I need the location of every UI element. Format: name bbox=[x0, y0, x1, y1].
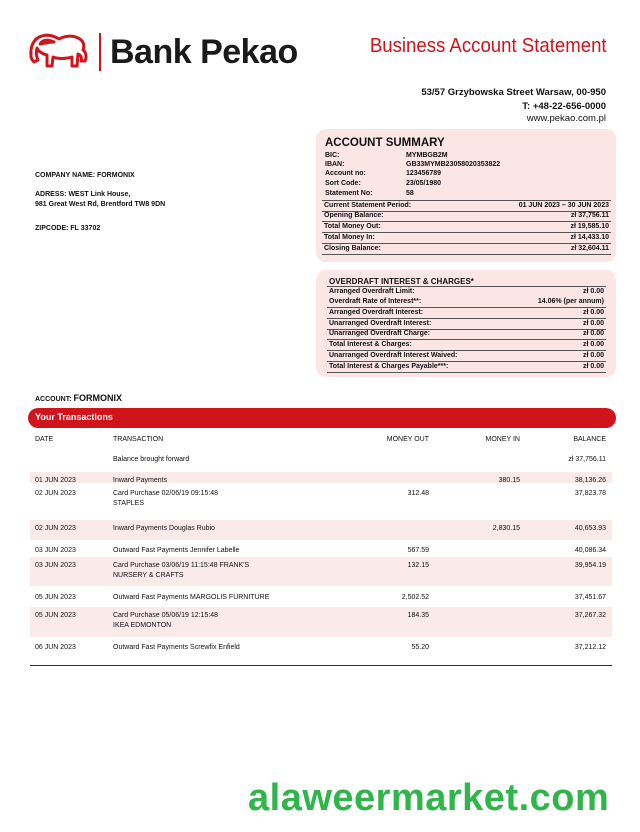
table-row bbox=[30, 542, 612, 552]
balance-cell: 37,823.78 bbox=[574, 490, 606, 497]
summary-row: Closing Balance: zł 32,604.11 bbox=[322, 244, 611, 255]
account-label: ACCOUNT: bbox=[35, 396, 72, 403]
table-row bbox=[30, 485, 612, 517]
company-name: COMPANY NAME: FORMONIX bbox=[35, 172, 135, 179]
overdraft-panel bbox=[316, 270, 616, 377]
transaction-description: Card Purchase 05/06/19 12:15:48 IKEA EDMONTON bbox=[113, 612, 219, 629]
bank-website: www.pekao.com.pl bbox=[526, 113, 606, 124]
overdraft-row: Total Interest & Charges Payable***: zł 0.00 bbox=[327, 362, 606, 373]
money-out-cell: 567.59 bbox=[407, 547, 429, 554]
transaction-description: Inward Payments bbox=[113, 477, 168, 484]
account-summary-panel bbox=[316, 129, 616, 262]
table-row bbox=[30, 639, 612, 659]
money-out-cell: 132.15 bbox=[407, 562, 429, 569]
money-out-cell: 2,502.52 bbox=[401, 594, 429, 601]
bison-logo-icon bbox=[28, 30, 90, 70]
transaction-description: Inward Payments Douglas Rubio bbox=[113, 525, 215, 532]
summary-detail: IBAN: GB33MYMB23058020353822 bbox=[325, 161, 501, 168]
summary-row: Total Money In: zł 14,433.10 bbox=[322, 233, 611, 244]
balance-cell: 38,136.26 bbox=[574, 477, 606, 484]
overdraft-row: Total Interest & Charges: zł 0.00 bbox=[327, 340, 606, 351]
summary-row: Opening Balance: zł 37,756.11 bbox=[322, 211, 611, 222]
transaction-description: Outward Fast Payments Screwfix Enfield bbox=[113, 644, 240, 651]
balance-cell: 37,451.67 bbox=[574, 594, 606, 601]
table-row bbox=[30, 607, 612, 637]
transaction-date: 01 JUN 2023 bbox=[35, 477, 76, 484]
logo-divider bbox=[99, 33, 101, 71]
overdraft-row: Arranged Overdraft Limit: zł 0.00 bbox=[329, 288, 604, 295]
transaction-date: 05 JUN 2023 bbox=[35, 612, 76, 619]
company-zipcode: ZIPCODE: FL 33702 bbox=[35, 225, 101, 232]
balance-cell: 37,212.12 bbox=[574, 644, 606, 651]
balance-cell: zł 37,756.11 bbox=[568, 456, 606, 463]
money-in-cell: 2,830.15 bbox=[492, 525, 520, 532]
transaction-description: Card Purchase 02/06/19 09:15:48 STAPLES bbox=[113, 490, 219, 507]
summary-detail: Statement No: 58 bbox=[325, 190, 414, 197]
table-row bbox=[30, 520, 612, 540]
transaction-date: 02 JUN 2023 bbox=[35, 525, 76, 532]
overdraft-row: Unarranged Overdraft Charge: zł 0.00 bbox=[327, 329, 606, 340]
transaction-date: 03 JUN 2023 bbox=[35, 547, 76, 554]
summary-detail: Sort Code: 23/05/1980 bbox=[325, 180, 442, 187]
balance-cell: 40,086.34 bbox=[574, 547, 606, 554]
money-out-cell: 312.48 bbox=[407, 490, 429, 497]
balance-cell: 37,267.32 bbox=[574, 612, 606, 619]
transaction-description: Balance brought forward bbox=[113, 456, 190, 463]
transaction-description: Outward Fast Payments MARGOLIS FURNITURE bbox=[113, 594, 270, 601]
transaction-date: 03 JUN 2023 bbox=[35, 562, 76, 569]
money-in-cell: 380.15 bbox=[498, 477, 520, 484]
overdraft-row: Unarranged Overdraft Interest Waived: zł 0.00 bbox=[327, 351, 606, 362]
overdraft-title: OVERDRAFT INTEREST & CHARGES* bbox=[327, 276, 606, 287]
bank-name: Bank Pekao bbox=[110, 33, 298, 71]
watermark: alaweermarket.com bbox=[248, 777, 610, 819]
summary-row: Total Money Out: zł 19,585.10 bbox=[322, 222, 611, 233]
account-line bbox=[35, 393, 122, 403]
balance-cell: 40,653.93 bbox=[574, 525, 606, 532]
document-title: Business Account Statement bbox=[370, 35, 607, 57]
balance-cell: 39,954.19 bbox=[574, 562, 606, 569]
transaction-date: 05 JUN 2023 bbox=[35, 594, 76, 601]
summary-detail: BIC: MYMBGB2M bbox=[325, 152, 448, 159]
transactions-bottom-rule bbox=[30, 665, 612, 666]
column-header-money-in: MONEY IN bbox=[485, 436, 520, 443]
table-row bbox=[30, 472, 612, 483]
bank-phone: T: +48-22-656-0000 bbox=[522, 101, 606, 112]
transaction-description: Outward Fast Payments Jennifer Labelle bbox=[113, 547, 240, 554]
column-header-transaction: TRANSACTION bbox=[113, 436, 164, 443]
column-header-money-out: MONEY OUT bbox=[386, 436, 429, 443]
company-address-line2: 981 Great West Rd, Brentford TW8 9DN bbox=[35, 201, 166, 208]
transactions-banner bbox=[28, 408, 616, 428]
money-out-cell: 184.35 bbox=[407, 612, 429, 619]
column-header-balance: BALANCE bbox=[573, 436, 606, 443]
transaction-description: Card Purchase 03/06/19 11:15:48 FRANK'S NURSERY & CRAFTS bbox=[113, 562, 250, 579]
transactions-banner-label: Your Transactions bbox=[35, 412, 113, 422]
summary-detail: Account no: 123456789 bbox=[325, 170, 442, 177]
overdraft-row: Overdraft Rate of Interest**: 14.06% (per annum) bbox=[327, 297, 606, 308]
bank-address: 53/57 Grzybowska Street Warsaw, 00-950 bbox=[421, 87, 606, 98]
table-row bbox=[30, 557, 612, 586]
overdraft-row: Arranged Overdraft Interest: zł 0.00 bbox=[327, 308, 606, 319]
transaction-date: 02 JUN 2023 bbox=[35, 490, 76, 497]
overdraft-row: Unarranged Overdraft Interest: zł 0.00 bbox=[327, 319, 606, 330]
transaction-date: 06 JUN 2023 bbox=[35, 644, 76, 651]
money-out-cell: 55.20 bbox=[411, 644, 429, 651]
account-name: FORMONIX bbox=[73, 393, 123, 403]
column-header-date: DATE bbox=[35, 436, 54, 443]
table-row bbox=[30, 589, 612, 605]
company-address-line1: ADRESS: WEST Link House, bbox=[35, 191, 131, 198]
statement-period-row: Current Statement Period: 01 JUN 2023 – 30 JUN 2023 bbox=[322, 200, 611, 212]
account-summary-title: ACCOUNT SUMMARY bbox=[325, 137, 445, 149]
table-row bbox=[30, 451, 612, 469]
